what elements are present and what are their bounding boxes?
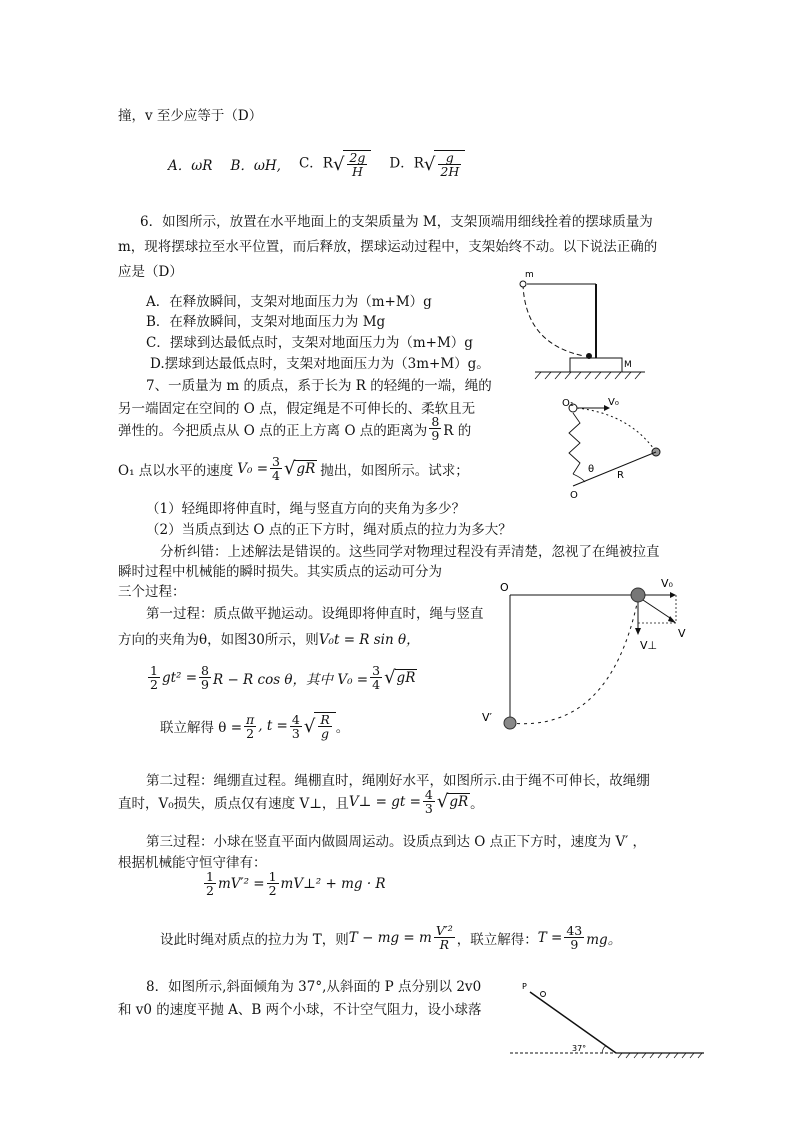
label-Vprime: V′ [482,711,493,724]
solution-pi: π [246,711,255,727]
label-Vperp: V⊥ [640,639,658,652]
q7-line3-text: 弹性的。今把质点从 O 点的正上方离 O 点的距离为 [118,422,428,439]
option-d-den: 2H [440,164,460,180]
step1-line2-text: 方向的夹角为θ，如图30所示，则 [118,632,319,648]
tension-num2: 43 [566,923,583,938]
solution-den2: 3 [291,725,300,741]
q8-line2: 和 v0 的速度平抛 A、B 两个小球，不计空气阻力，设小球落 [118,1002,482,1018]
q7-frac-num: 8 [431,414,440,429]
solution-num2: 4 [291,711,300,727]
q7-frac-den: 9 [431,428,440,444]
step3-line2: 根据机械能守恒守律有： [118,855,267,871]
tension-end: mg。 [586,931,622,948]
step2-end: 。 [470,795,484,812]
eq2-rest: R − R cos θ，其中 V₀ = [213,671,369,688]
step2-den: 3 [424,801,433,817]
q7-line2: 另一端固定在空间的 O 点，假定绳是不可伸长的、柔软且无 [118,401,476,417]
eq2-den2: 4 [372,677,381,693]
label-V0: V₀ [661,577,673,590]
energy-lhs: mV′² = [217,875,265,892]
rope-figure [560,396,670,502]
option-c-num: 2g [349,150,366,165]
energy-rhs: mV⊥² + mg · R [280,875,386,892]
tension-den: R [439,937,449,953]
option-d-prefix: D．R [389,155,424,172]
label-V0: V₀ [608,397,619,408]
eq2-rad: gR [396,670,416,687]
q7-line4-end: 抛出，如图所示。试求； [320,462,469,479]
energy-den1: 2 [206,883,214,899]
label-O: O [570,490,578,501]
eq2-half-den: 2 [150,677,158,693]
q7-line4: O₁ 点以水平的速度 V₀ = $\frac{3}{4}$ √ gR 抛出，如图所示。试求； [118,454,469,484]
solution-text: 联立解得 θ = [160,720,243,737]
q6-option-c: C．摆球到达最低点时，支架对地面压力为（m+M）g [146,335,473,351]
q7-line3-end: R 的 [443,422,472,439]
q7-sub2: （2）当质点到达 O 点的正下方时，绳对质点的拉力为多大？ [146,522,512,538]
q7-line4-text: O₁ 点以水平的速度 [118,462,234,479]
step2-line1: 第二过程：绳绷直过程。绳棚直时，绳刚好水平，如图所示.由于绳不可伸长，故绳绷 [146,773,650,789]
q7-v0-num: 3 [272,454,280,469]
step2-text: 直时，V₀损失，质点仅有速度 V⊥，且 [118,795,349,812]
q6-option-d: D.摆球到达最低点时，支架对地面压力为（3m+M）g。 [150,356,490,372]
option-c-den: H [351,164,363,180]
option-c-prefix: C．R [298,155,333,172]
q7-line1: 7、一质量为 m 的质点，系于长为 R 的轻绳的一端，绳的 [146,378,492,394]
tension-den2: 9 [570,937,579,953]
step1-eq2: $\frac{1}{2}$ gt² = $\frac{8}{9}$ R − R cos θ，其中 V₀ = $\frac{3}{4}$ √ gR [150,663,416,693]
eq2-num: 8 [201,663,209,678]
label-theta: θ [588,464,595,475]
q7-v0: V₀ = [237,460,269,477]
step1-line1: 第一过程：质点做平抛运动。设绳即将伸直时，绳与竖直 [146,606,484,622]
label-angle: 37° [572,1044,587,1053]
step3-line1: 第三过程：小球在竖直平面内做圆周运动。设质点到达 O 点正下方时，速度为 V′ ， [146,834,647,850]
tension-eq: T − mg = m [348,929,432,946]
solution-end: 。 [335,720,350,737]
option-b: B．ωH, [230,158,281,175]
option-d: D．R√ $\frac{g}{2H}$ [389,150,465,178]
step1-solution: 联立解得 θ = $\frac{\pi}{2}$ , t = $\frac{4}{3}$ √ $\frac{R}{g}$ 。 [160,711,350,742]
step1-line2 [118,628,420,648]
step1-eq1: V₀t = R sin θ， [318,632,420,648]
tension-num: V′² [435,923,453,938]
analysis-line3: 三个过程： [118,584,186,600]
tension-text: 设此时绳对质点的拉力为 T，则 [160,931,349,948]
label-O1: O₁ [562,398,574,409]
eq2-den: 9 [201,677,209,693]
option-c: C．R√ $\frac{2g}{H}$ [299,150,371,178]
tension-result: T = [537,929,563,946]
eq2-num2: 3 [372,663,381,678]
label-O: O [500,581,509,594]
q8-line1: 8．如图所示,斜面倾角为 37°,从斜面的 P 点分别以 2v0 [146,979,482,995]
q7-v0-den: 4 [272,468,280,484]
label-M: M [624,360,632,370]
step2-eq: V⊥ = gt = [348,793,421,810]
motion-figure [480,573,690,743]
label-R: R [617,470,624,481]
q5-options [168,150,465,178]
step3-tension [160,924,621,951]
step3-energy-eq [202,870,386,897]
pendulum-stand-figure [525,268,645,380]
text-line: 撞，v 至少应等于（D） [118,108,263,124]
q6-line1: 6．如图所示，放置在水平地面上的支架质量为 M，支架顶端用细线拴着的摆球质量为 [140,214,653,230]
eq2-half-num: 1 [150,663,158,678]
label-P: P [522,982,527,991]
step2-line2: 直时，V₀损失，质点仅有速度 V⊥，且 V⊥ = gt = $\frac{4}{3}$ √ gR 。 [118,787,484,817]
step2-rad: gR [449,794,469,811]
label-V: V [678,627,686,640]
q7-v0-rad: gR [296,461,316,478]
eq2-gt2: gt² = [161,669,198,686]
label-m: m [525,270,534,280]
option-a: A．ωR [168,158,213,175]
solution-rad-num: R [320,712,330,727]
solution-rad-den: g [321,726,330,742]
option-d-num: g [438,151,461,165]
q7-sub1: （1）轻绳即将伸直时，绳与竖直方向的夹角为多少？ [146,501,466,517]
solution-t: , t = [258,718,288,735]
energy-num2: 1 [268,869,277,884]
incline-figure [510,976,710,1060]
solution-pi-den: 2 [246,725,255,741]
energy-num1: 1 [206,869,214,884]
energy-den2: 2 [268,883,277,899]
step2-num: 4 [424,787,433,802]
analysis-line1: 分析纠错：上述解法是错误的。这些同学对物理过程没有弄清楚，忽视了在绳被拉直 [160,544,660,560]
q6-option-a: A．在释放瞬间，支架对地面压力为（m+M）g [146,294,432,310]
tension-solve: ，联立解得： [456,931,538,948]
q6-line2: m，现将摆球拉至水平位置，而后释放，摆球运动过程中，支架始终不动。以下说法正确的 [118,239,658,255]
analysis-line2: 瞬时过程中机械能的瞬时损失。其实质点的运动可分为 [118,564,442,580]
q6-option-b: B．在释放瞬间，支架对地面压力为 Mg [146,314,386,330]
q6-line3: 应是（D） [118,264,183,280]
q7-line3 [118,415,471,442]
